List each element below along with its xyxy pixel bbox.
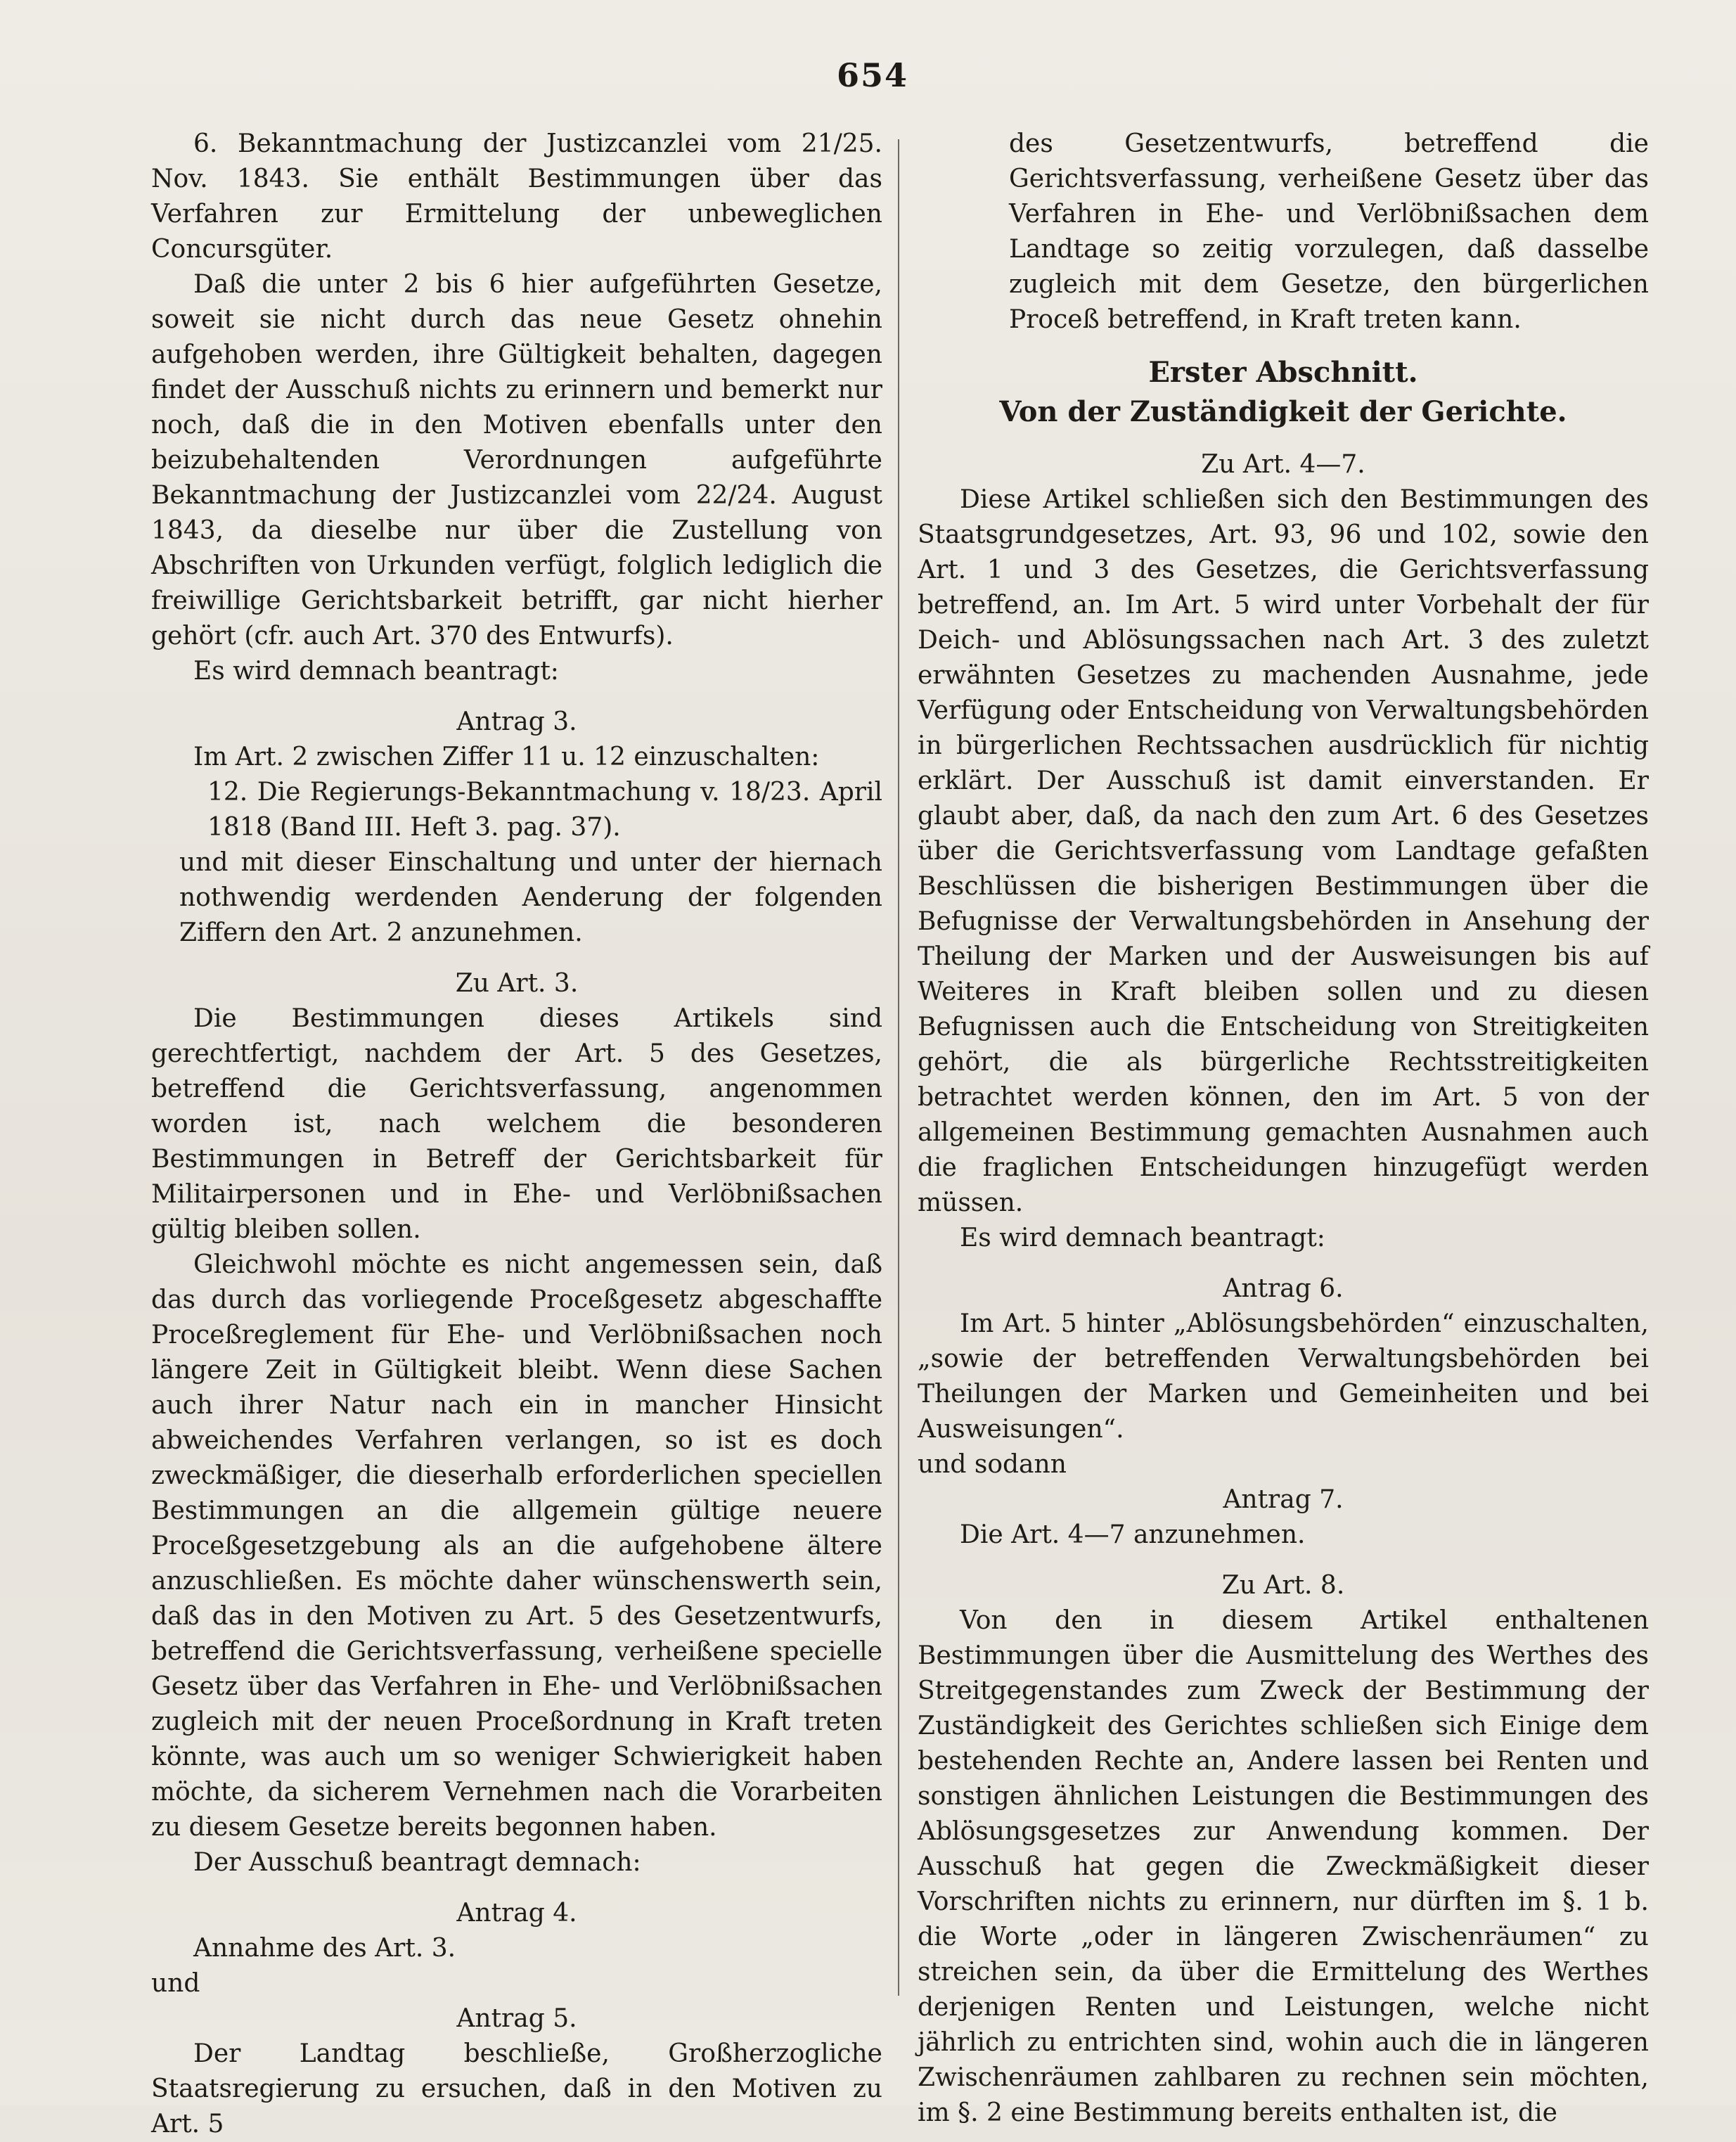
left-column [151, 127, 882, 2142]
beantragt-line-2: Es wird demnach beantragt: [960, 1224, 1325, 1252]
antrag-7-text: Die Art. 4—7 anzunehmen. [960, 1520, 1306, 1549]
antrag-5-text: Der Landtag beschließe, Großherzogliche Staatsregierung zu ersuchen, daß in den Motiven zu Art. 5 [151, 2039, 882, 2138]
antrag-6-text: Im Art. 5 hinter „Ablösungsbehörden“ einzuschalten, „sowie der betreffenden Verwaltungsbehörden bei Theilungen der Marken und Gemeinheiten und bei Ausweisungen“. [918, 1309, 1649, 1444]
gleichwohl-paragraph: Gleichwohl möchte es nicht angemessen sein, daß das durch das vorliegende Proceßgesetz abgeschaffte Proceßreglement für Ehe- und Verlöbnißsachen noch längere Zeit in Gültigkeit bleibt. Wenn diese Sachen auch ihrer Natur nach ein in mancher Hinsicht abweichendes Verfahren verlangen, so ist es doch zweckmäßiger, die dieserhalb erforderlichen speciellen Bestimmungen an die allgemein gültige neuere Proceßgesetzgebung als an die aufgehobene ältere anzuschließen. Es möchte daher wünschenswerth sein, daß das in den Motiven zu Art. 5 des Gesetzentwurfs, betreffend die Gerichtsverfassung, verheißene specielle Gesetz über das Verfahren in Ehe- und Verlöbnißsachen zugleich mit der neuen Proceßordnung in Kraft treten könnte, was auch um so weniger Schwierigkeit haben möchte, da sicherem Vernehmen nach die Vorarbeiten zu diesem Gesetze bereits begonnen haben. [151, 1250, 882, 1842]
antrag-4-title: Antrag 4. [456, 1899, 577, 1928]
section-title: Erster Abschnitt. [1148, 356, 1418, 389]
antrag-3-line-3: und mit dieser Einschaltung und unter der hiernach nothwendig werdenden Aenderung der folgenden Ziffern den Art. 2 anzunehmen. [179, 848, 882, 947]
column-divider [898, 139, 899, 1996]
art-8-paragraph: Von den in diesem Artikel enthaltenen Bestimmungen über die Ausmittelung des Werthes des Streitgegenstandes zum Zweck der Bestimmung der Zuständigkeit des Gerichtes schließen sich Einige dem bestehenden Rechte an, Andere lassen bei Renten und sonstigen ähnlichen Leistungen die Bestimmungen des Ablösungsgesetzes zur Anwendung kommen. Der Ausschuß hat gegen die Zweckmäßigkeit dieser Vorschriften nichts zu erinnern, nur dürften im §. 1 b. die Worte „oder in längeren Zwischenräumen“ zu streichen sein, da über die Ermittelung des Werthes derjenigen Renten und Leistungen, welche nicht jährlich zu entrichten sind, wohin auch die in längeren Zwischenräumen zahlbaren zu rechnen sein möchten, im §. 2 eine Bestimmung bereits enthalten ist, die [918, 1606, 1649, 2127]
zu-art-8-heading: Zu Art. 8. [1221, 1571, 1345, 1600]
antrag-5-title: Antrag 5. [456, 2004, 577, 2033]
continuation-paragraph: des Gesetzentwurfs, betreffend die Gerichtsverfassung, verheißene Gesetz über das Verfahren in Ehe- und Verlöbnißsachen dem Landtage so zeitig vorzulegen, daß dasselbe zugleich mit dem Gesetze, den bürgerlichen Proceß betreffend, in Kraft treten kann. [1009, 129, 1649, 334]
zu-art-4-7-heading: Zu Art. 4—7. [1201, 450, 1365, 479]
section-subtitle: Von der Zuständigkeit der Gerichte. [999, 395, 1567, 428]
antrag-3-title: Antrag 3. [456, 707, 577, 736]
und-sodann-line: und sodann [918, 1450, 1067, 1479]
antrag-6-title: Antrag 6. [1223, 1274, 1344, 1303]
antrag-3-line-1: Im Art. 2 zwischen Ziffer 11 u. 12 einzuschalten: [193, 743, 820, 771]
item-6-paragraph: 6. Bekanntmachung der Justizcanzlei vom 21/25. Nov. 1843. Sie enthält Bestimmungen über das Verfahren zur Ermittelung der unbeweglichen Concursgüter. [151, 129, 882, 264]
ausschuss-beantragt-line: Der Ausschuß beantragt demnach: [193, 1848, 641, 1877]
antrag-7-title: Antrag 7. [1223, 1485, 1344, 1514]
zu-art-3-heading: Zu Art. 3. [455, 969, 579, 998]
antrag-3-line-2: 12. Die Regierungs-Bekanntmachung v. 18/23. April 1818 (Band III. Heft 3. pag. 37). [207, 778, 882, 842]
page-number: 654 [837, 56, 909, 94]
right-column [918, 127, 1649, 2131]
art-4-7-paragraph: Diese Artikel schließen sich den Bestimmungen des Staatsgrundgesetzes, Art. 93, 96 und 102, sowie den Art. 1 und 3 des Gesetzes, die Gerichtsverfassung betreffend, an. Im Art. 5 wird unter Vorbehalt der für Deich- und Ablösungssachen nach Art. 3 des zuletzt erwähnten Gesetzes zu machenden Ausnahme, jede Verfügung oder Entscheidung von Verwaltungsbehörden in bürgerlichen Rechtssachen ausdrücklich für nichtig erklärt. Der Ausschuß ist damit einverstanden. Er glaubt aber, daß, da nach den zum Art. 6 des Gesetzes über die Gerichtsverfassung vom Landtage gefaßten Beschlüssen die bisherigen Bestimmungen über die Befugnisse der Verwaltungsbehörden in Ansehung der Theilung der Marken und der Ausweisungen bis auf Weiteres in Kraft bleiben sollen und zu diesen Befugnissen auch die Entscheidung von Streitigkeiten gehört, die als bürgerliche Rechtsstreitigkeiten betrachtet werden können, den im Art. 5 von der allgemeinen Bestimmung gemachten Ausnahmen auch die fraglichen Entscheidungen hinzugefügt werden müssen. [918, 485, 1649, 1217]
gesetze-paragraph: Daß die unter 2 bis 6 hier aufgeführten Gesetze, soweit sie nicht durch das neue Gesetz ohnehin aufgehoben werden, ihre Gültigkeit behalten, dagegen findet der Ausschuß nichts zu erinnern und bemerkt nur noch, daß die in den Motiven ebenfalls unter den beizubehaltenden Verordnungen aufgeführte Bekanntmachung der Justizcanzlei vom 22/24. August 1843, da dieselbe nur über die Zustellung von Abschriften von Urkunden verfügt, folglich lediglich die freiwillige Gerichtsbarkeit betrifft, gar nicht hierher gehört (cfr. auch Art. 370 des Entwurfs). [151, 270, 882, 650]
antrag-4-text: Annahme des Art. 3. [193, 1934, 456, 1963]
beantragt-line: Es wird demnach beantragt: [193, 657, 559, 686]
art-3-paragraph: Die Bestimmungen dieses Artikels sind gerechtfertigt, nachdem der Art. 5 des Gesetzes, betreffend die Gerichtsverfassung, angenommen worden ist, nach welchem die besonderen Bestimmungen in Betreff der Gerichtsbarkeit für Militairpersonen und in Ehe- und Verlöbnißsachen gültig bleiben sollen. [151, 1004, 882, 1244]
und-line: und [151, 1969, 200, 1998]
